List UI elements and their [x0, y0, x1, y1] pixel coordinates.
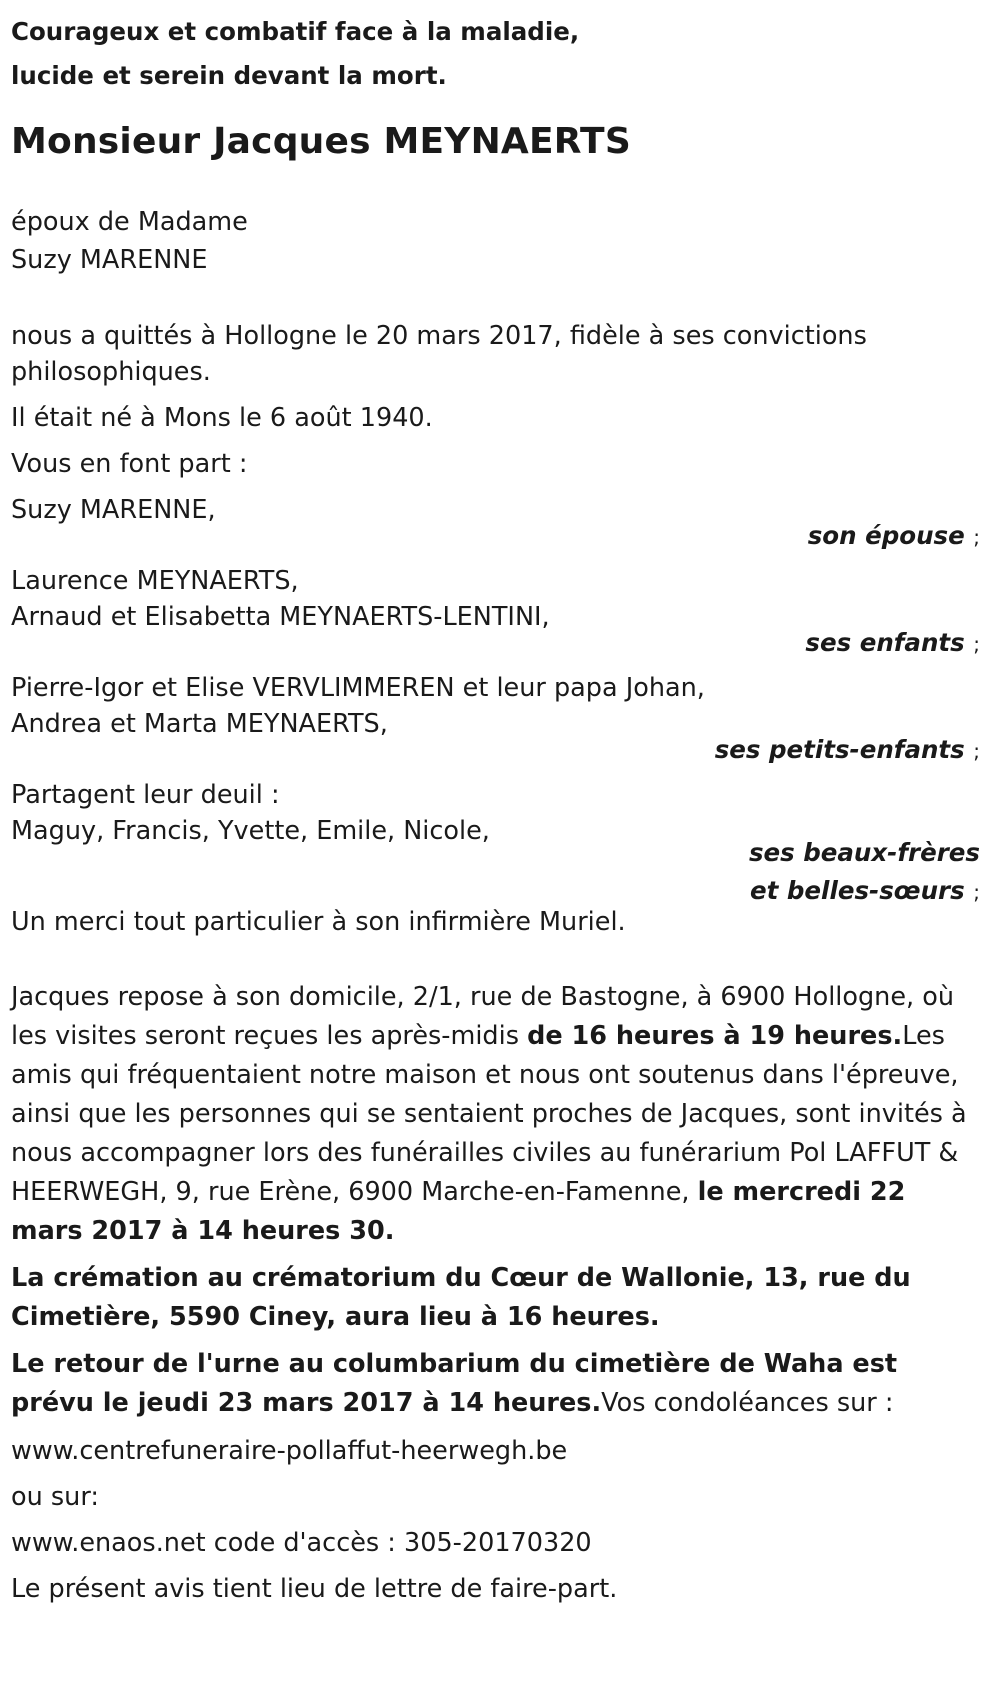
visiting-hours: de 16 heures à 19 heures. — [527, 1021, 903, 1051]
urn-text: Le retour de l'urne au columbarium du cimetière de Waha est prévu le jeudi 23 mars 2017 à 14 heures. — [11, 1349, 898, 1418]
rest-text-1: Jacques repose à son domicile, 2/1, rue de Bastogne, à 6900 Hollogne, où les visites seront reçues les après-midis — [11, 982, 954, 1051]
spouse-line-1: époux de Madame — [11, 207, 248, 237]
rest-text-2: Les amis qui fréquentaient notre maison et nous ont soutenus dans l'épreuve, ainsi que les personnes qui se sentaient proches de Jacques, sont invités à nous accompagner lors des funérailles civiles au funérarium Pol LAFFUT & HEERWEGH, 9, rue Erène, 6900 Marche-en-Famenne, — [11, 1021, 967, 1207]
condolence-site-2: www.enaos.net code d'accès : 305-20170320 — [11, 1528, 592, 1558]
deceased-name: Monsieur Jacques MEYNAERTS — [11, 121, 631, 162]
semicolon: ; — [973, 880, 980, 904]
spouse-line-2: Suzy MARENNE — [11, 245, 208, 275]
semicolon: ; — [973, 632, 980, 656]
closing-line: Le présent avis tient lieu de lettre de faire-part. — [11, 1574, 618, 1604]
share-grief-line: Partagent leur deuil : — [11, 780, 280, 810]
funeral-date: le mercredi 22 mars 2017 à 14 heures 30. — [11, 1177, 906, 1246]
relation-grandchildren-label: ses petits-enfants — [714, 735, 965, 764]
urn-paragraph — [11, 1345, 981, 1423]
family-grandchildren-2: Andrea et Marta MEYNAERTS, — [11, 709, 388, 739]
quote-line-1: Courageux et combatif face à la maladie, — [11, 17, 580, 46]
announce-line: Vous en font part : — [11, 449, 248, 479]
birth-line: Il était né à Mons le 6 août 1940. — [11, 403, 433, 433]
rest-paragraph — [11, 978, 981, 1251]
relation-inlaws-1: ses beaux-frères — [748, 838, 980, 867]
relation-inlaws-2-label: et belles-sœurs — [750, 876, 965, 905]
or-line: ou sur: — [11, 1482, 99, 1512]
quote-line-2: lucide et serein devant la mort. — [11, 61, 447, 90]
condolences-text: Vos condoléances sur : — [601, 1388, 894, 1418]
family-child-1: Laurence MEYNAERTS, — [11, 566, 299, 596]
relation-children-label: ses enfants — [805, 628, 965, 657]
semicolon: ; — [973, 525, 980, 549]
family-inlaws: Maguy, Francis, Yvette, Emile, Nicole, — [11, 816, 490, 846]
semicolon: ; — [973, 739, 980, 763]
cremation-paragraph: La crémation au crématorium du Cœur de Wallonie, 13, rue du Cimetière, 5590 Ciney, aura lieu à 16 heures. — [11, 1263, 911, 1332]
family-spouse-name: Suzy MARENNE, — [11, 495, 216, 525]
thanks-line: Un merci tout particulier à son infirmière Muriel. — [11, 907, 626, 937]
family-child-2: Arnaud et Elisabetta MEYNAERTS-LENTINI, — [11, 602, 550, 632]
condolence-site-1: www.centrefuneraire-pollaffut-heerwegh.be — [11, 1436, 568, 1466]
family-grandchildren-1: Pierre-Igor et Elise VERVLIMMEREN et leur papa Johan, — [11, 673, 705, 703]
relation-spouse-label: son épouse — [807, 521, 965, 550]
death-line-2: philosophiques. — [11, 357, 211, 387]
death-line-1: nous a quittés à Hollogne le 20 mars 2017, fidèle à ses convictions — [11, 321, 867, 351]
